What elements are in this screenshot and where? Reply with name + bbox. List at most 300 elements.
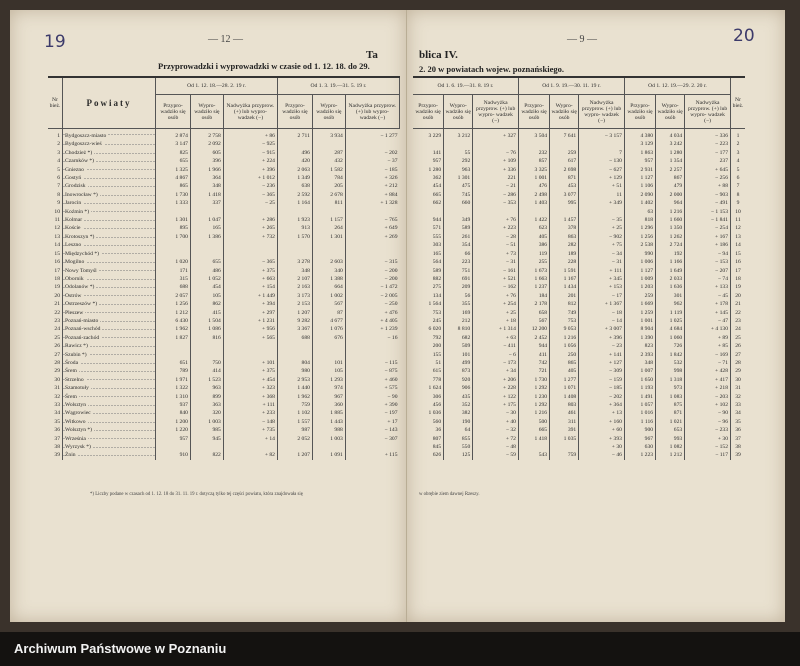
value-cell: − 153 [685, 258, 731, 266]
value-cell: + 133 [685, 283, 731, 291]
value-cell: + 18 [473, 317, 519, 325]
row-number: 27 [54, 351, 60, 358]
row-number: 21 [731, 300, 746, 308]
value-cell: 1 650 [624, 376, 655, 384]
row-number: 8 [57, 191, 60, 198]
row-number: 37 [54, 435, 60, 442]
title-blica: blica IV. [419, 49, 458, 61]
district-name [63, 393, 156, 401]
value-cell: 2 107 [277, 275, 312, 283]
value-cell: + 327 [473, 129, 519, 141]
value-cell: 362 [432, 175, 442, 182]
value-cell: 2 393 [624, 351, 655, 359]
table-row [48, 325, 400, 333]
value-cell: 1 591 [550, 267, 579, 275]
col-powiaty: Powiaty [63, 77, 156, 129]
value-cell: − 117 [685, 451, 731, 459]
value-cell: 662 [432, 200, 442, 207]
district-label: Poznań-miasto [65, 317, 99, 324]
row-number: 18 [731, 275, 746, 283]
value-cell: − 159 [579, 376, 625, 384]
value-cell: − 365 [223, 258, 277, 266]
row-number: 12 [54, 225, 60, 232]
value-cell: 688 [156, 283, 191, 291]
value-cell: 8 904 [624, 325, 655, 333]
archive-footer: Archiwum Państwowe w Poznaniu [0, 632, 800, 666]
value-cell: + 206 [473, 376, 519, 384]
value-cell: 7 641 [550, 129, 579, 141]
district-label: Inowrocław *) [65, 191, 98, 198]
value-cell: + 223 [473, 224, 519, 232]
table-row [413, 342, 745, 350]
value-cell: 1 669 [624, 300, 655, 308]
value-cell: 1 016 [624, 409, 655, 417]
sub-in: Przypro- wadziło się osób [413, 95, 444, 129]
value-cell: 3 077 [550, 191, 579, 199]
value-cell: 721 [518, 367, 549, 375]
district-name [63, 129, 156, 141]
value-cell: + 4 405 [345, 317, 399, 325]
value-cell: 967 [312, 393, 345, 401]
value-cell: 751 [444, 267, 473, 275]
value-cell: + 575 [345, 384, 399, 392]
value-cell: + 233 [223, 409, 277, 417]
value-cell: − 90 [345, 393, 399, 401]
value-cell: 411 [518, 351, 549, 359]
value-cell: 2 931 [624, 166, 655, 174]
value-cell: 822 [190, 451, 223, 459]
value-cell: − 256 [685, 174, 731, 182]
row-number: 8 [731, 191, 746, 199]
value-cell: 1 127 [624, 174, 655, 182]
value-cell: 840 [156, 409, 191, 417]
value-cell: 1 827 [156, 334, 191, 342]
district-label: Czarnków *) [65, 158, 95, 165]
value-cell: − 309 [579, 367, 625, 375]
table-row [48, 174, 400, 182]
value-cell: − 233 [685, 426, 731, 434]
value-cell [345, 208, 399, 216]
value-cell [312, 140, 345, 148]
value-cell: 1 322 [156, 384, 191, 392]
value-cell: 957 [432, 158, 442, 165]
value-cell: 1 292 [518, 384, 549, 392]
value-cell: − 45 [685, 292, 731, 300]
sub-out: Wypro- wadziło się osób [550, 95, 579, 129]
row-number: 13 [731, 233, 746, 241]
value-cell [579, 208, 625, 216]
value-cell: + 60 [579, 426, 625, 434]
value-cell: 101 [444, 351, 473, 359]
row-number: 38 [54, 444, 60, 451]
value-cell [277, 208, 312, 216]
value-cell: 778 [432, 376, 442, 383]
value-cell: 391 [550, 426, 579, 434]
value-cell: 818 [624, 216, 655, 224]
value-cell: 414 [190, 367, 223, 375]
value-cell: 1 885 [312, 409, 345, 417]
district-label: Wyrzysk *) [65, 444, 91, 451]
row-number: 5 [731, 166, 746, 174]
value-cell: 1 076 [312, 325, 345, 333]
value-cell: 7 [579, 149, 625, 157]
value-cell: 1 256 [624, 233, 655, 241]
value-cell [312, 250, 345, 258]
value-cell: − 903 [685, 191, 731, 199]
value-cell: + 565 [223, 334, 277, 342]
district-label: Międzychód *) [65, 250, 100, 257]
value-cell: + 368 [223, 393, 277, 401]
district-name [63, 224, 156, 232]
row-number: 21 [54, 301, 60, 308]
value-cell: 1 001 [518, 174, 549, 182]
value-cell [277, 443, 312, 451]
value-cell [156, 250, 191, 258]
value-cell: 1 386 [190, 233, 223, 241]
value-cell: 745 [444, 191, 473, 199]
value-cell: − 23 [579, 342, 625, 350]
table-row [413, 418, 745, 426]
value-cell: − 25 [223, 199, 277, 207]
value-cell: 352 [444, 401, 473, 409]
value-cell [190, 241, 223, 249]
value-cell: 378 [550, 224, 579, 232]
district-name [63, 325, 156, 333]
value-cell: + 1 231 [223, 317, 277, 325]
value-cell: 282 [550, 241, 579, 249]
value-cell: 589 [444, 224, 473, 232]
value-cell: 803 [550, 401, 579, 409]
value-cell [277, 140, 312, 148]
row-number: 20 [54, 292, 60, 299]
value-cell: + 115 [345, 451, 399, 459]
value-cell: 1 325 [156, 166, 191, 174]
value-cell: 303 [432, 242, 442, 249]
value-cell [518, 208, 549, 216]
value-cell: 1 003 [190, 418, 223, 426]
district-label: Poznań-wschód [65, 326, 101, 333]
district-name [63, 309, 156, 317]
value-cell: 3 504 [518, 129, 549, 141]
district-label: Bydgoszcz-miasto [65, 133, 107, 139]
district-name [63, 174, 156, 182]
stamp-number-left: — 12 — [208, 34, 243, 45]
district-label: Pleszew [65, 309, 84, 316]
value-cell: 382 [444, 409, 473, 417]
value-cell: + 122 [473, 393, 519, 401]
row-number: 31 [54, 385, 60, 392]
value-cell: 1 256 [156, 300, 191, 308]
value-cell: + 396 [223, 166, 277, 174]
value-cell: 2 000 [656, 191, 685, 199]
value-cell: − 31 [579, 258, 625, 266]
table-row [48, 267, 400, 275]
value-cell: 1 216 [518, 409, 549, 417]
value-cell: 985 [190, 426, 223, 434]
value-cell: 275 [432, 284, 442, 291]
value-cell: 691 [444, 275, 473, 283]
value-cell: 1 006 [624, 258, 655, 266]
district-label: Koście [65, 225, 81, 232]
value-cell: 1 277 [550, 376, 579, 384]
value-cell: + 393 [579, 435, 625, 443]
table-row [413, 199, 745, 207]
sub-balance: Nadwyżka przyprow. (+) lub wypro- wadzek (−) [473, 95, 519, 129]
value-cell: 223 [444, 258, 473, 266]
value-cell: + 218 [685, 384, 731, 392]
value-cell: 405 [550, 367, 579, 375]
value-cell: 2 452 [518, 334, 549, 342]
district-label: Rawicz *) [65, 343, 88, 350]
value-cell: 665 [432, 191, 442, 198]
value-cell: 348 [624, 359, 655, 367]
value-cell: 3 367 [277, 325, 312, 333]
value-cell: + 254 [473, 300, 519, 308]
row-number: 24 [731, 325, 746, 333]
district-label: Ostrzeszów *) [65, 301, 98, 308]
value-cell: 655 [156, 157, 191, 165]
row-number: 31 [731, 384, 746, 392]
value-cell: − 90 [685, 409, 731, 417]
value-cell: 863 [550, 233, 579, 241]
value-cell: 1 649 [656, 267, 685, 275]
value-cell: − 202 [579, 393, 625, 401]
value-cell: 862 [190, 300, 223, 308]
title-left: Przyprowadzki i wyprowadzki w czasie od 1. 12. 18. do 29. [158, 61, 370, 71]
table-row [48, 342, 400, 350]
col-period-3: Od 1. 6. 19.—31. 8. 19 r. [413, 77, 518, 95]
district-label: Szamotuły [65, 385, 89, 392]
row-number: 29 [731, 367, 746, 375]
value-cell: 1 422 [518, 216, 549, 224]
row-number: 26 [731, 342, 746, 350]
row-number: 2 [57, 141, 60, 148]
table-row [48, 224, 400, 232]
value-cell: 873 [444, 367, 473, 375]
value-cell: 1 418 [518, 435, 549, 443]
value-cell: 496 [277, 149, 312, 157]
value-cell [190, 208, 223, 216]
row-number: 29 [54, 368, 60, 375]
value-cell: 1 557 [277, 418, 312, 426]
row-number: 22 [731, 309, 746, 317]
table-row [413, 401, 745, 409]
value-cell: 125 [444, 451, 473, 459]
value-cell: + 349 [579, 199, 625, 207]
value-cell: 2 153 [277, 300, 312, 308]
row-number: 27 [731, 351, 746, 359]
value-cell: 792 [432, 334, 442, 341]
table-row [48, 384, 400, 392]
value-cell: 1 057 [624, 401, 655, 409]
value-cell: 1 390 [624, 334, 655, 342]
value-cell: 957 [156, 435, 191, 443]
district-label: Gniezno [65, 166, 84, 173]
value-cell: 630 [624, 443, 655, 451]
value-cell: 364 [190, 174, 223, 182]
value-cell: 261 [444, 233, 473, 241]
value-cell [345, 250, 399, 258]
value-cell: 1 443 [312, 418, 345, 426]
value-cell: 1 310 [156, 393, 191, 401]
value-cell: 1 504 [190, 317, 223, 325]
district-name [63, 435, 156, 443]
value-cell: 1 166 [656, 258, 685, 266]
value-cell: 3 147 [156, 140, 191, 148]
table-row [48, 359, 400, 367]
value-cell: 1 002 [312, 292, 345, 300]
col-period-4: Od 1. 9. 19.—30. 11. 19 r. [518, 77, 624, 95]
value-cell: 2 498 [518, 191, 549, 199]
value-cell: + 178 [685, 300, 731, 308]
table-row [413, 351, 745, 359]
table-row [413, 292, 745, 300]
value-cell: 301 [656, 292, 685, 300]
district-name [63, 409, 156, 417]
value-cell: − 173 [473, 359, 519, 367]
value-cell: 4 034 [656, 129, 685, 141]
value-cell: 212 [444, 317, 473, 325]
title-right: 2. 20 w powiatach wojew. poznańskiego. [419, 64, 564, 74]
value-cell: 355 [444, 300, 473, 308]
row-number: 35 [54, 418, 60, 425]
row-number: 23 [731, 317, 746, 325]
value-cell: 1 523 [190, 376, 223, 384]
row-number: 4 [57, 158, 60, 165]
value-cell: 1 212 [656, 451, 685, 459]
district-name [63, 241, 156, 249]
value-cell: 499 [444, 359, 473, 367]
value-cell: 245 [432, 317, 442, 324]
value-cell: 3 242 [656, 140, 685, 148]
table-row [48, 393, 400, 401]
value-cell [473, 140, 519, 148]
district-name [63, 376, 156, 384]
value-cell [156, 443, 191, 451]
district-name [63, 300, 156, 308]
value-cell: 1 157 [312, 216, 345, 224]
district-label: Leszno [65, 242, 82, 249]
value-cell: + 1 449 [223, 292, 277, 300]
row-number: 12 [731, 224, 746, 232]
row-number: 13 [54, 233, 60, 240]
value-cell: 3 325 [518, 166, 549, 174]
table-row [48, 166, 400, 174]
value-cell: 454 [432, 183, 442, 190]
value-cell [277, 342, 312, 350]
value-cell: 264 [312, 224, 345, 232]
value-cell: + 34 [473, 367, 519, 375]
value-cell: 287 [312, 149, 345, 157]
value-cell [413, 208, 444, 216]
value-cell: 1 119 [656, 309, 685, 317]
value-cell: + 1 239 [345, 325, 399, 333]
page-number-right: 20 [733, 26, 755, 46]
sub-balance: Nadwyżka przyprow. (+) lub wypro- wadzek (−) [579, 95, 625, 129]
value-cell: 3 129 [624, 140, 655, 148]
value-cell: 432 [312, 157, 345, 165]
value-cell: 454 [190, 283, 223, 291]
row-number: 33 [731, 401, 746, 409]
value-cell: − 21 [473, 182, 519, 190]
value-cell: − 365 [223, 191, 277, 199]
value-cell: 1 082 [656, 443, 685, 451]
value-cell: + 111 [223, 401, 277, 409]
value-cell: 1 730 [518, 376, 549, 384]
district-name [63, 166, 156, 174]
value-cell: 882 [432, 275, 442, 282]
value-cell: 9 282 [277, 317, 312, 325]
value-cell: 964 [656, 199, 685, 207]
value-cell: 12 200 [518, 325, 549, 333]
table-row [413, 241, 745, 249]
row-number: 4 [731, 157, 746, 165]
table-row [48, 129, 400, 141]
value-cell: 615 [432, 368, 442, 375]
value-cell: 36 [435, 427, 442, 434]
value-cell: 857 [518, 157, 549, 165]
value-cell: + 40 [473, 418, 519, 426]
value-cell: − 16 [345, 334, 399, 342]
value-cell: 509 [444, 342, 473, 350]
value-cell: 543 [518, 451, 549, 459]
table-row [48, 157, 400, 165]
value-cell: 189 [550, 250, 579, 258]
value-cell [223, 208, 277, 216]
value-cell: − 148 [223, 418, 277, 426]
value-cell: 651 [156, 359, 191, 367]
value-cell: 807 [432, 435, 442, 442]
value-cell: 1 293 [312, 376, 345, 384]
value-cell: 2 090 [624, 191, 655, 199]
value-cell: 759 [277, 401, 312, 409]
value-cell: 1 193 [624, 384, 655, 392]
value-cell: + 336 [473, 166, 519, 174]
value-cell: − 207 [685, 267, 731, 275]
value-cell: 4 380 [624, 129, 655, 141]
value-cell [312, 342, 345, 350]
footnote-right: w obrębie ziem dawnej Rzeszy. [419, 492, 480, 497]
table-row [48, 250, 400, 258]
left-page [10, 10, 406, 622]
row-number: 33 [54, 402, 60, 408]
value-cell: − 765 [345, 216, 399, 224]
value-cell: 1 842 [656, 351, 685, 359]
value-cell: 337 [190, 199, 223, 207]
value-cell: 638 [277, 182, 312, 190]
value-cell: + 228 [473, 384, 519, 392]
table-row [48, 140, 400, 148]
value-cell [312, 208, 345, 216]
table-row [413, 443, 745, 451]
value-cell: 2 178 [518, 300, 549, 308]
row-number: 6 [57, 175, 60, 182]
value-cell [345, 140, 399, 148]
table-row [413, 208, 745, 216]
value-cell: + 454 [223, 376, 277, 384]
row-number: 32 [54, 393, 60, 400]
value-cell: + 51 [579, 182, 625, 190]
value-cell: 479 [656, 182, 685, 190]
value-cell: − 71 [685, 359, 731, 367]
col-period-5: Od 1. 12. 19.—29. 2. 20 r. [624, 77, 730, 95]
table-row [48, 233, 400, 241]
value-cell: 617 [550, 157, 579, 165]
value-cell: 2 698 [550, 166, 579, 174]
value-cell: 1 164 [277, 199, 312, 207]
district-name [63, 351, 156, 359]
value-cell: + 85 [685, 342, 731, 350]
